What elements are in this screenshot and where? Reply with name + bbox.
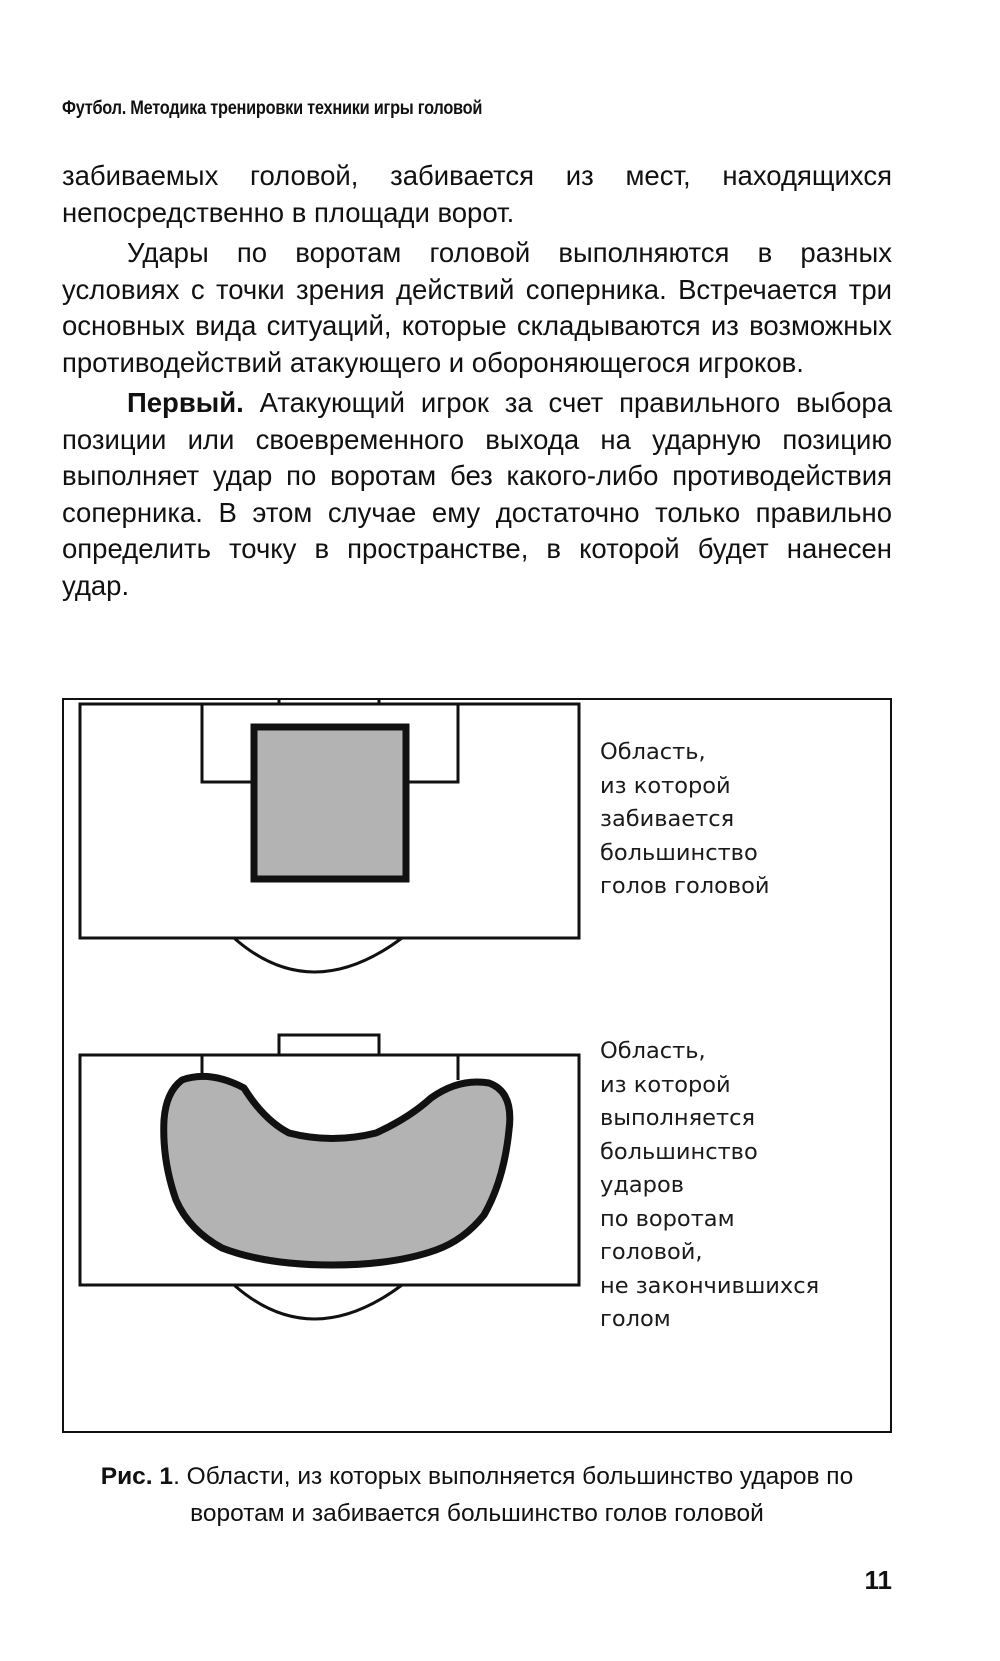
paragraph-first-text: Атакующий игрок за счет правильного выбора позиции или своевременного выхода на ударную позицию выполняет удар по воротам без какого-либо противодействия соперника. В этом случае ему достаточно только правильно определить точку в пространстве, в которой будет нанесен удар. [62,387,892,601]
center-arc-bottom [234,1285,402,1319]
paragraph-first [62,385,892,604]
caption-prefix: Рис. 1 [100,1463,174,1490]
center-arc-top [234,938,402,972]
figure-caption [62,1458,892,1532]
page-number: 11 [864,1565,892,1595]
running-title: Футбол. Методика тренировки техники игры головой [62,98,483,119]
goal-bottom [279,1035,379,1055]
paragraph-continuation: забиваемых головой, забивается из мест, находящихся непосредственно в площади ворот. [62,160,892,228]
paragraph-situations: Удары по воротам головой выполняются в разных условиях с точки зрения действий соперника. Встречается три основных вида ситуаций, которые складываются из возможных противодействий атакующего и обороняющегося игроков. [62,237,892,378]
scoring-zone [254,727,406,879]
label-shooting-zone: Область, из которой выполняется большинство ударов по воротам головой, не закончившихся голом [600,1038,820,1332]
caption-text: . Области, из которых выполняется большинство ударов по воротам и забивается большинство голов головой [173,1463,854,1527]
figure-frame [62,698,892,1433]
label-scoring-zone: Область, из которой забивается большинство голов головой [600,739,770,899]
paragraph-lead: Первый. [127,387,244,418]
body-text [62,158,892,604]
